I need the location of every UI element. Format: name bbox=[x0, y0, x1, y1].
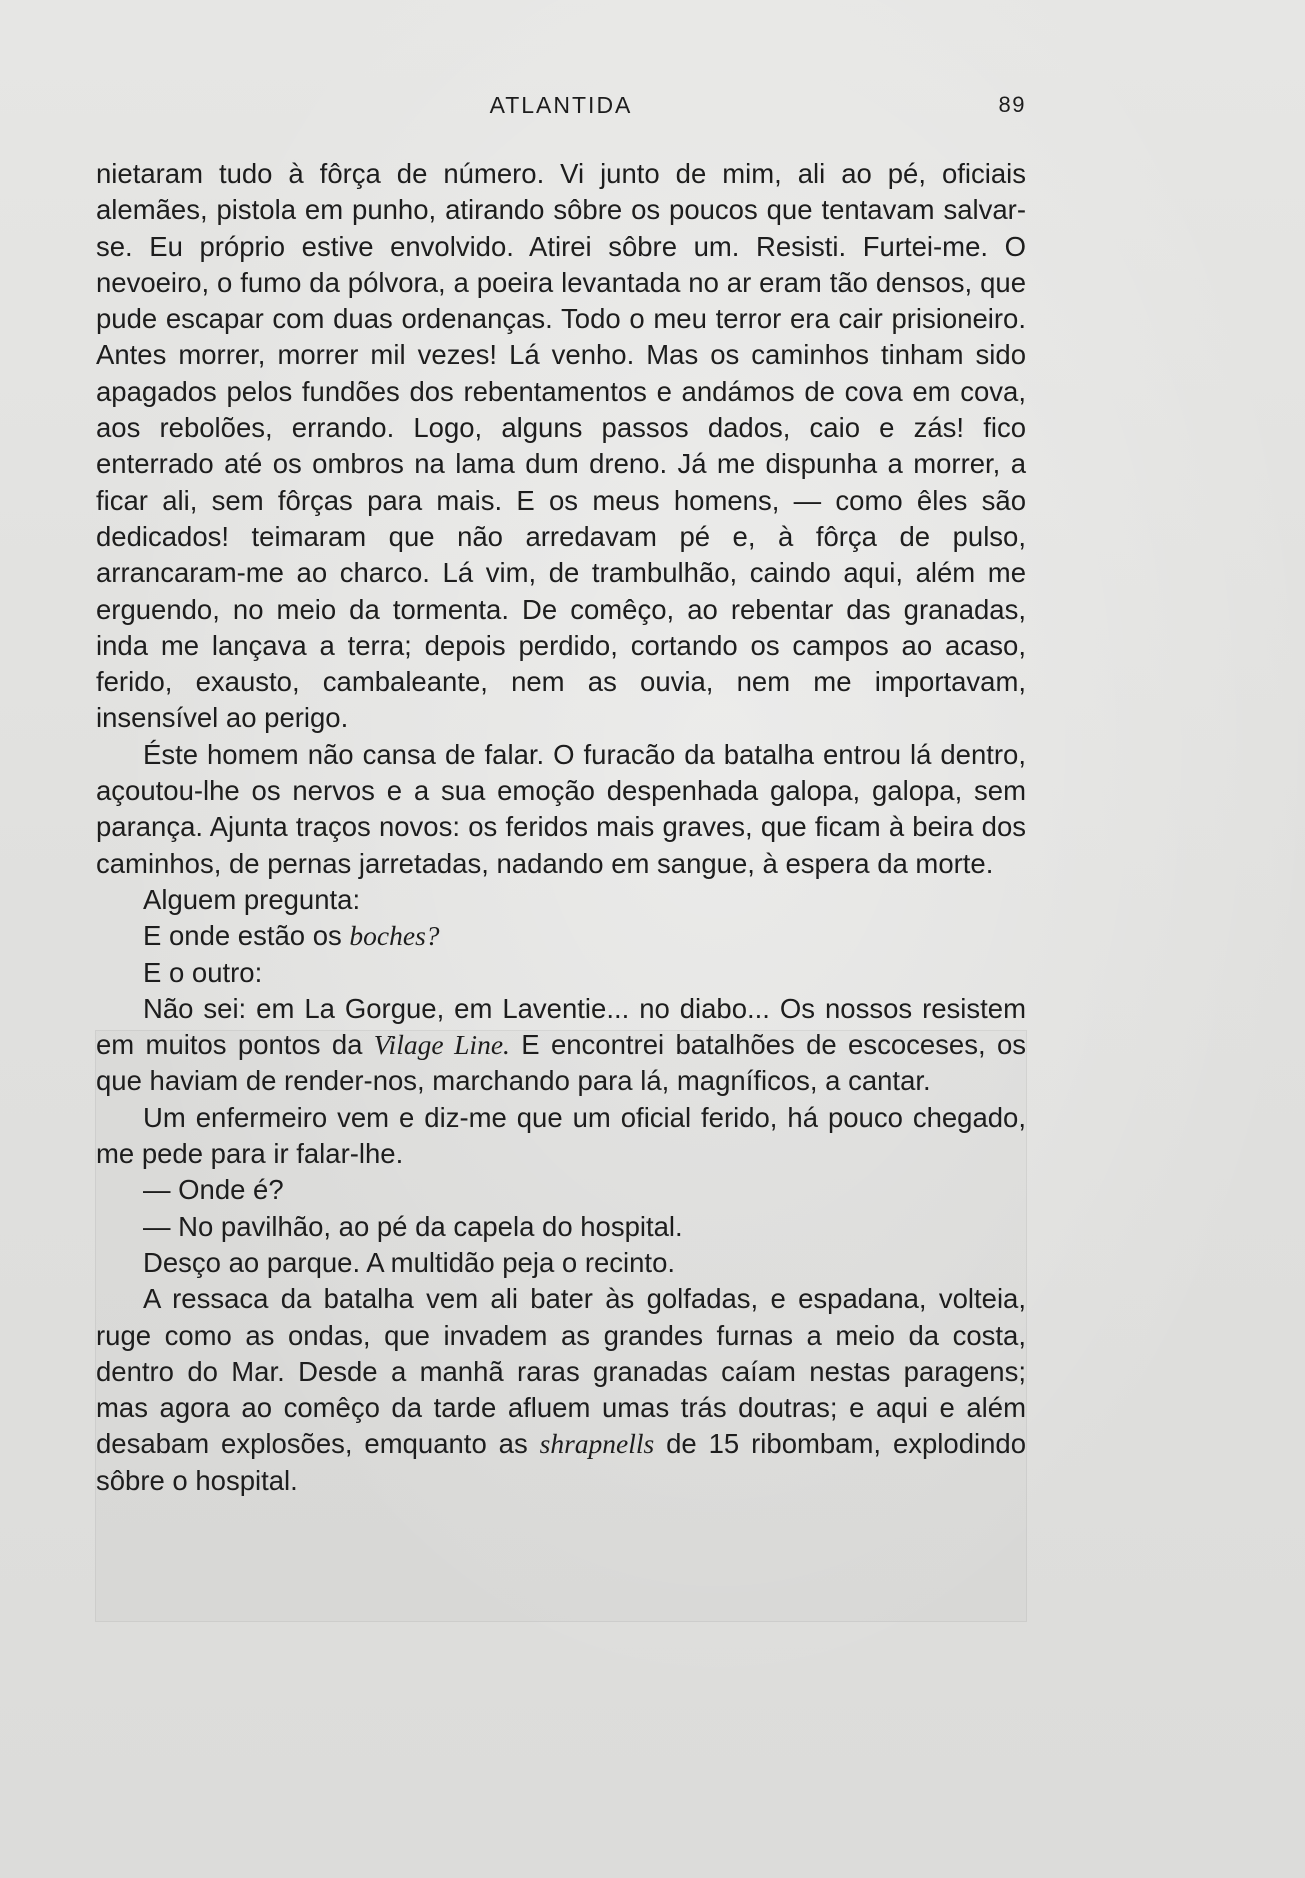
paragraph-10: Desço ao parque. A multidão peja o recinto. bbox=[143, 1246, 676, 1278]
p6-italic: Vilage Line. bbox=[373, 1029, 510, 1061]
paragraph-5: E o outro: bbox=[143, 956, 263, 988]
body-text bbox=[96, 156, 1026, 1499]
p4-italic: boches? bbox=[349, 920, 440, 952]
page-header bbox=[96, 92, 1026, 132]
page-number: 89 bbox=[998, 92, 1026, 117]
p11-text-a: A ressaca da batalha vem ali bater às golfadas, e espadana, volteia, ruge como as ondas, que invadem as grandes furnas a meio da costa, dentro do Mar. Desde a manhã raras granadas caíam nestas paragens; mas agora ao comêço da tarde afluem umas trás doutras; e aqui e além desabam explosões, emquanto as bbox=[96, 1283, 1026, 1460]
p11-text-b: de 15 ribombam, explodindo sôbre o hospital. bbox=[96, 1428, 1026, 1496]
p11-italic: shrapnells bbox=[539, 1428, 655, 1460]
paragraph-6 bbox=[96, 991, 1026, 1100]
paragraph-9: — No pavilhão, ao pé da capela do hospital. bbox=[143, 1210, 683, 1242]
paragraph-4 bbox=[96, 918, 1026, 954]
paragraph-8: — Onde é? bbox=[143, 1174, 284, 1206]
p6-text-a: Não sei: em La Gorgue, em Laventie... no diabo... Os nossos resistem em muitos pontos da bbox=[96, 992, 1026, 1061]
paragraph-1: nietaram tudo à fôrça de número. Vi junto de mim, ali ao pé, oficiais alemães, pistola em punho, atirando sôbre os poucos que tentavam salvar-se. Eu próprio estive envolvido. Atirei sôbre um. Resisti. Furtei-me. O nevoeiro, o fumo da pólvora, a poeira levantada no ar eram tão densos, que pude escapar com duas ordenanças. Todo o meu terror era cair prisioneiro. Antes morrer, morrer mil vezes! Lá venho. Mas os caminhos tinham sido apagados pelos fundões dos rebentamentos e andámos de cova em cova, aos rebolões, errando. Logo, alguns passos dados, caio e zás! fico enterrado até os ombros na lama dum dreno. Já me dispunha a morrer, a ficar ali, sem fôrças para mais. E os meus homens, — como êles são dedicados! teimaram que não arredavam pé e, à fôrça de pulso, arrancaram-me ao charco. Lá vim, de trambulhão, caindo aqui, além me erguendo, no meio da tormenta. De comêço, ao rebentar das granadas, inda me lançava a terra; depois perdido, cortando os campos ao acaso, ferido, exausto, cambaleante, nem as ouvia, nem me importavam, insensível ao perigo. bbox=[96, 158, 1026, 734]
paragraph-3: Alguem pregunta: bbox=[143, 883, 361, 915]
paragraph-11 bbox=[96, 1281, 1026, 1499]
paragraph-7: Um enfermeiro vem e diz-me que um oficial ferido, há pouco chegado, me pede para ir falar-lhe. bbox=[96, 1101, 1026, 1170]
paragraph-2: Éste homem não cansa de falar. O furacão da batalha entrou lá dentro, açoutou-lhe os nervos e a sua emoção despenhada galopa, galopa, sem parança. Ajunta traços novos: os feridos mais graves, que ficam à beira dos caminhos, de pernas jarretadas, nadando em sangue, à espera da morte. bbox=[96, 738, 1026, 879]
p6-text-b: E encontrei batalhões de escoceses, os que haviam de render-nos, marchando para lá, magníficos, a cantar. bbox=[96, 1029, 1026, 1097]
p4-text: E onde estão os bbox=[143, 920, 350, 952]
running-title: ATLANTIDA bbox=[489, 92, 633, 118]
